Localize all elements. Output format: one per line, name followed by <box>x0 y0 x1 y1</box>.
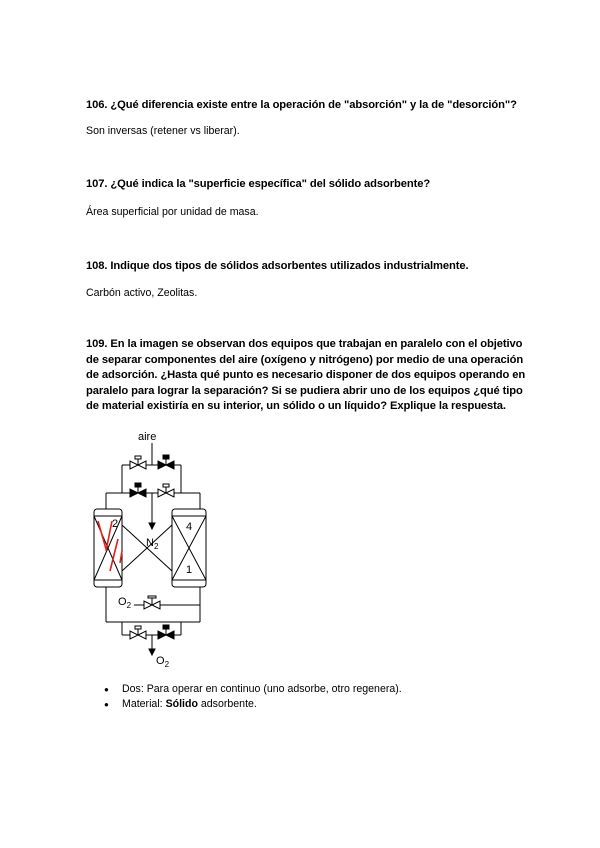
question-109: 109. En la imagen se observan dos equipos que trabajan en paralelo con el objetivo de separar componentes del aire (oxígeno y nitrógeno) por medio de una operación de adsorción. ¿Hasta qué punto es necesario disponer de dos equipos operando en paralelo para lograr la separación? Si se pudiera abrir uno de los equipos ¿qué tipo de material existiría en su interior, un sólido o un líquido? Explique la respuesta. <box>86 338 526 412</box>
answer-bold-text: Sólido <box>165 698 198 710</box>
adsorption-diagram <box>86 425 236 670</box>
valve-icon <box>130 483 146 497</box>
answer-109-item <box>104 697 402 712</box>
air-label: aire <box>138 431 157 443</box>
valve-icon <box>158 455 174 469</box>
left-column-number: 2 <box>112 518 119 530</box>
answer-109-item <box>104 682 402 697</box>
valve-icon <box>130 626 146 639</box>
answer-108: Carbón activo, Zeolitas. <box>86 287 198 299</box>
n2-label: $N_2$ <box>146 537 159 551</box>
question-107: 107. ¿Qué indica la "superficie específica" del sólido adsorbente? <box>86 178 431 190</box>
question-106: 106. ¿Qué diferencia existe entre la operación de "absorción" y la de "desorción"? <box>86 99 517 111</box>
answer-106: Son inversas (retener vs liberar). <box>86 125 240 137</box>
valve-icon <box>144 596 160 609</box>
valve-icon <box>158 625 174 639</box>
o2-left-label: $O_2$ <box>118 596 132 610</box>
valve-icon <box>130 456 146 469</box>
o2-outlet-label: $O_2$ <box>156 655 170 669</box>
answer-text: Material: <box>122 698 166 710</box>
question-108: 108. Indique dos tipos de sólidos adsorbentes utilizados industrialmente. <box>86 260 469 272</box>
valve-icon <box>158 484 174 497</box>
right-column-number-bottom: 1 <box>186 564 193 576</box>
answer-text: adsorbente. <box>197 698 257 710</box>
right-column-number-top: 4 <box>186 521 193 533</box>
answer-text: Dos: Para operar en continuo (uno adsorbe, otro regenera). <box>122 683 402 695</box>
answer-107: Área superficial por unidad de masa. <box>86 206 259 218</box>
answer-109-list <box>104 682 402 712</box>
